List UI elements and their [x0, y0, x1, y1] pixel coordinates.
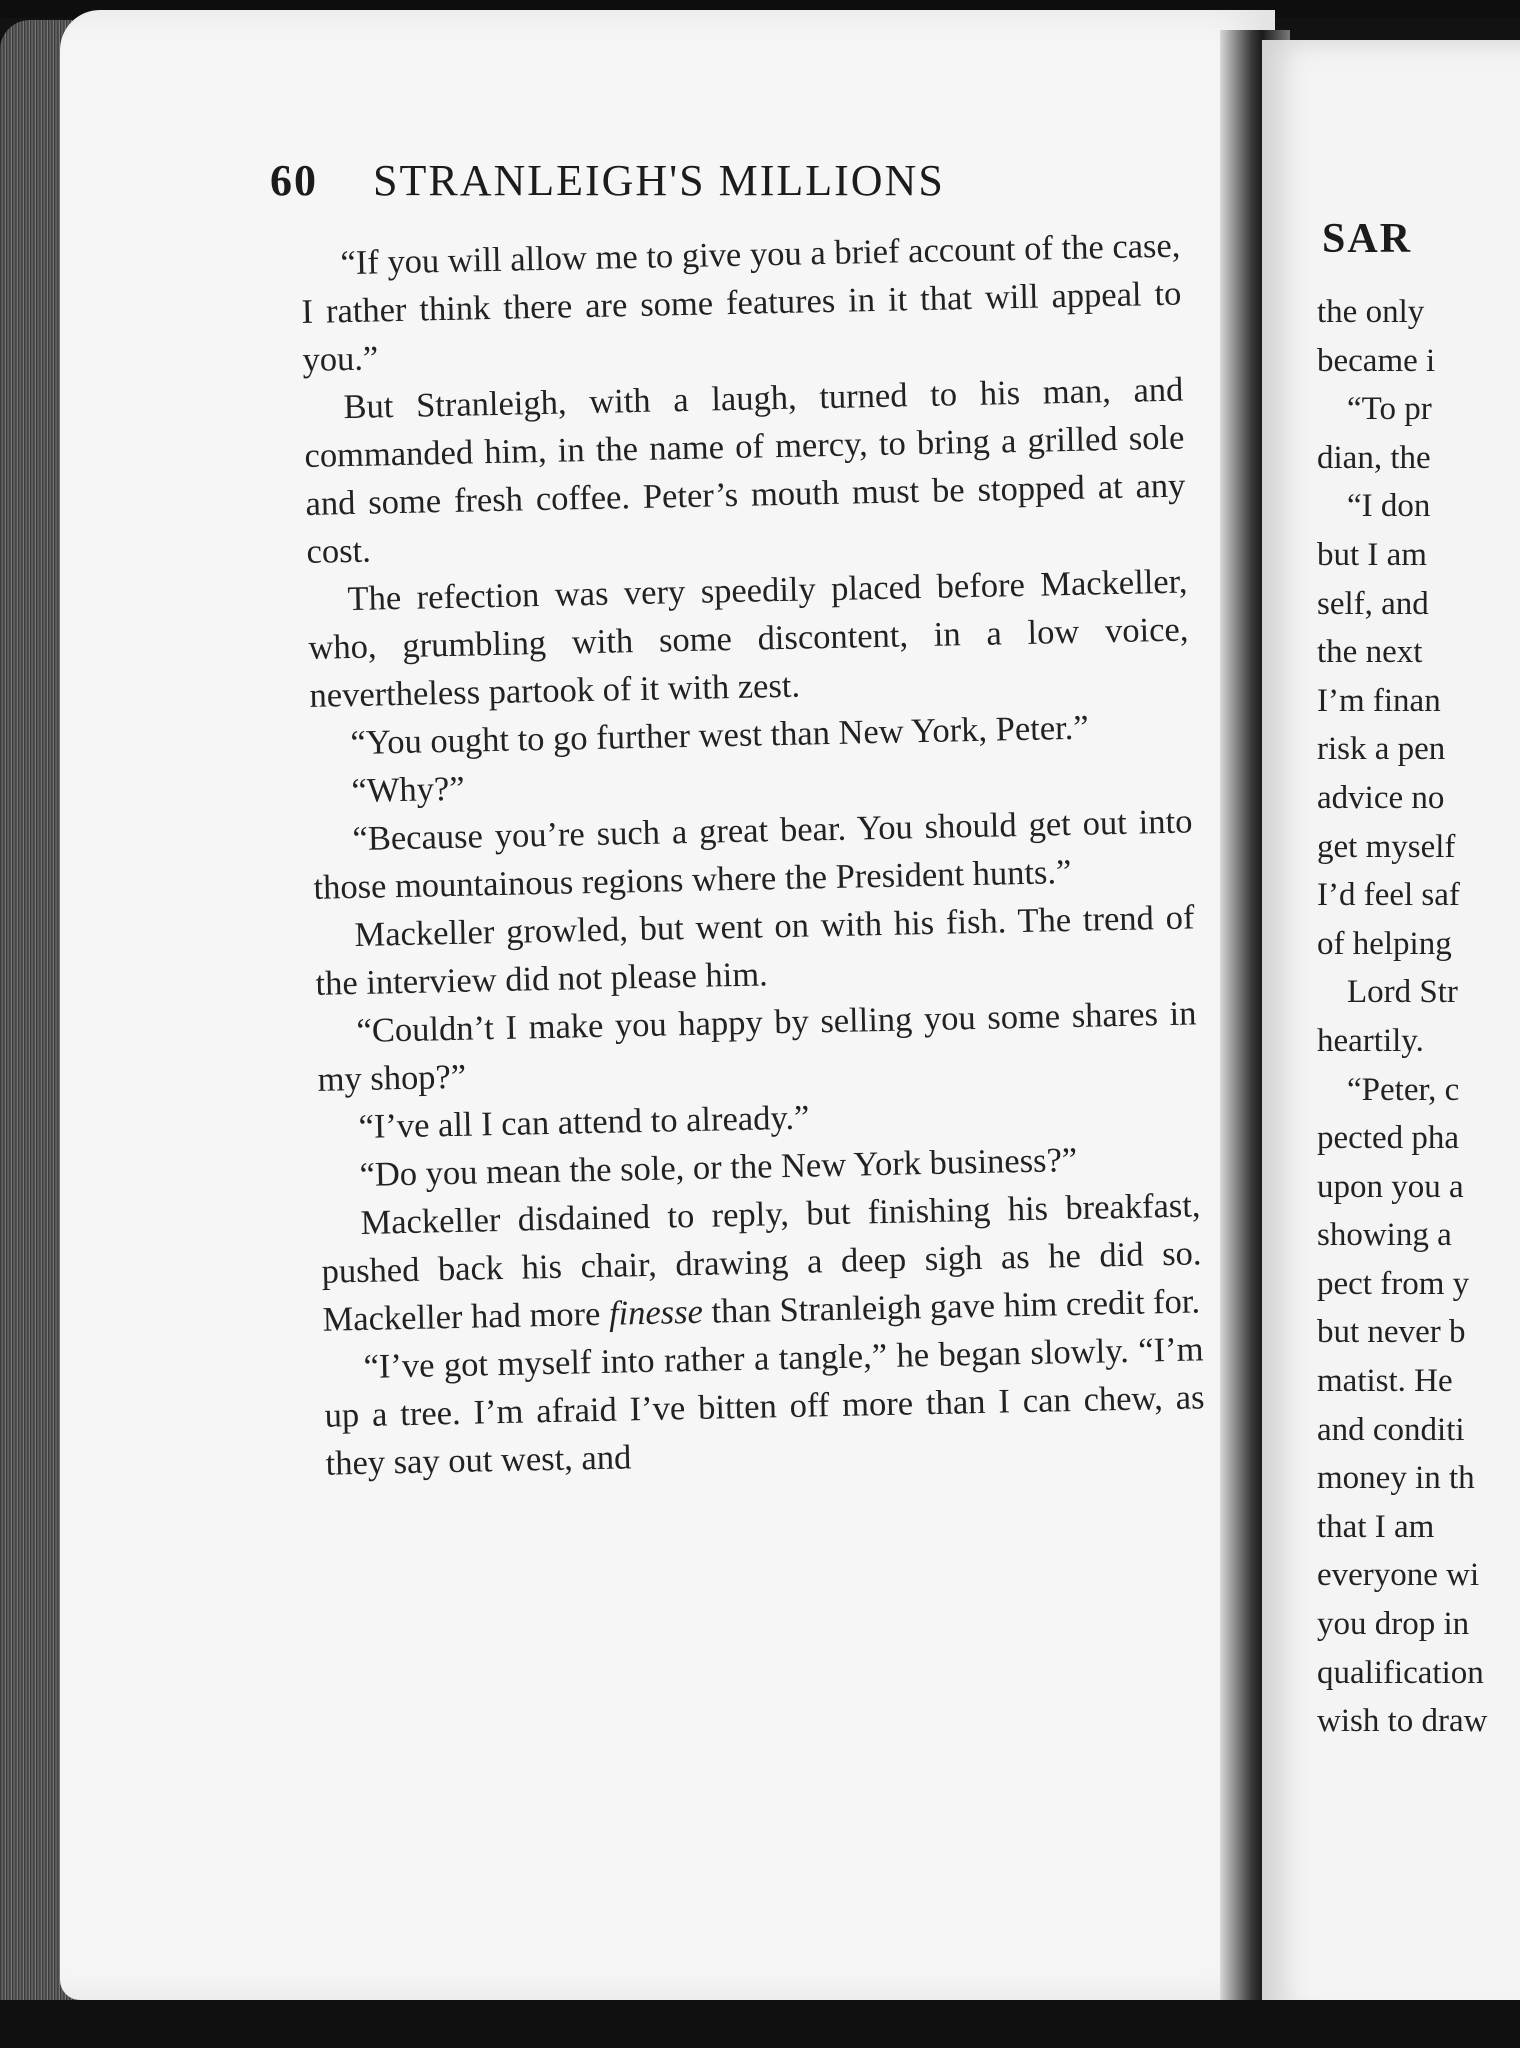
running-title: STRANLEIGH'S MILLIONS: [373, 156, 945, 205]
right-line: that I am: [1317, 1508, 1435, 1545]
italic-word: finesse: [608, 1292, 704, 1333]
right-line: the only: [1317, 294, 1425, 330]
right-body-text: [1317, 288, 1487, 1746]
right-line: but never b: [1317, 1314, 1466, 1351]
right-line: of helping: [1317, 925, 1452, 962]
right-line: get myself: [1317, 828, 1456, 865]
page-number: 60: [270, 156, 318, 205]
paragraph: “You ought to go further west than New York, Peter.”: [350, 708, 1089, 763]
page-header: [270, 155, 1090, 206]
paragraph: “I’ve all I can attend to already.”: [358, 1098, 810, 1146]
right-line: qualification: [1317, 1654, 1484, 1691]
right-line: self, and: [1317, 585, 1429, 622]
background-bottom: [0, 2000, 1520, 2048]
right-line: showing a: [1317, 1217, 1452, 1254]
right-line: upon you a: [1317, 1168, 1464, 1205]
right-line: “I don: [1347, 488, 1431, 525]
right-line: heartily.: [1317, 1022, 1424, 1059]
right-line: pected pha: [1317, 1120, 1460, 1157]
right-line: advice no: [1317, 779, 1445, 816]
right-line: matist. He: [1317, 1363, 1453, 1400]
paragraph: The refection was very speedily placed before Mackeller, who, grumbling with some discontent, in a low voice, nevertheless partook of it with zest.: [308, 562, 1189, 715]
paragraph: “If you will allow me to give you a brief account of the case, I rather think there are some features in it that will appeal to you.”: [301, 226, 1182, 379]
right-running-title: SAR: [1322, 216, 1413, 262]
right-line: money in th: [1317, 1460, 1475, 1497]
right-line: and conditi: [1317, 1411, 1465, 1448]
paragraph: “Why?”: [351, 769, 465, 811]
right-line: I’m finan: [1317, 682, 1441, 719]
right-line: “Peter, c: [1347, 1071, 1460, 1108]
paragraph: “Because you’re such a great bear. You should get out into those mountainous regions where the President hunts.”: [313, 802, 1193, 907]
right-line: dian, the: [1317, 439, 1431, 476]
right-page: [1262, 40, 1520, 2020]
right-line: “To pr: [1347, 391, 1432, 428]
paragraph: But Stranleigh, with a laugh, turned to his man, and commanded him, in the name of mercy, to bring a grilled sole and some fresh coffee. Peter’s mouth must be stopped at any cost.: [304, 370, 1186, 571]
right-line: Lord Str: [1347, 974, 1458, 1011]
paragraph: Mackeller growled, but went on with his fish. The trend of the interview did not please him.: [315, 898, 1195, 1003]
right-line: but I am: [1317, 536, 1427, 573]
right-line: became i: [1317, 342, 1436, 379]
body-text: [300, 222, 1206, 1488]
paragraph: “I’ve got myself into rather a tangle,” he began slowly. “I’m up a tree. I’m afraid I’ve bitten off more than I can chew, as they say out west, and: [324, 1330, 1205, 1483]
right-line: risk a pen: [1317, 731, 1446, 768]
right-line: I’d feel saf: [1317, 877, 1460, 914]
paragraph: “Do you mean the sole, or the New York business?”: [359, 1140, 1078, 1194]
right-line: everyone wi: [1317, 1557, 1480, 1594]
right-line: you drop in: [1317, 1606, 1470, 1643]
paragraph: Mackeller disdained to reply, but finishing his breakfast, pushed back his chair, drawing a deep sigh as he did so. Mackeller had more finesse than Stranleigh gave him credit for.: [321, 1186, 1202, 1339]
right-line: pect from y: [1317, 1265, 1470, 1302]
right-line: the next: [1317, 634, 1423, 671]
paragraph: “Couldn’t I make you happy by selling you some shares in my shop?”: [317, 994, 1197, 1099]
right-line: wish to draw: [1317, 1703, 1488, 1740]
